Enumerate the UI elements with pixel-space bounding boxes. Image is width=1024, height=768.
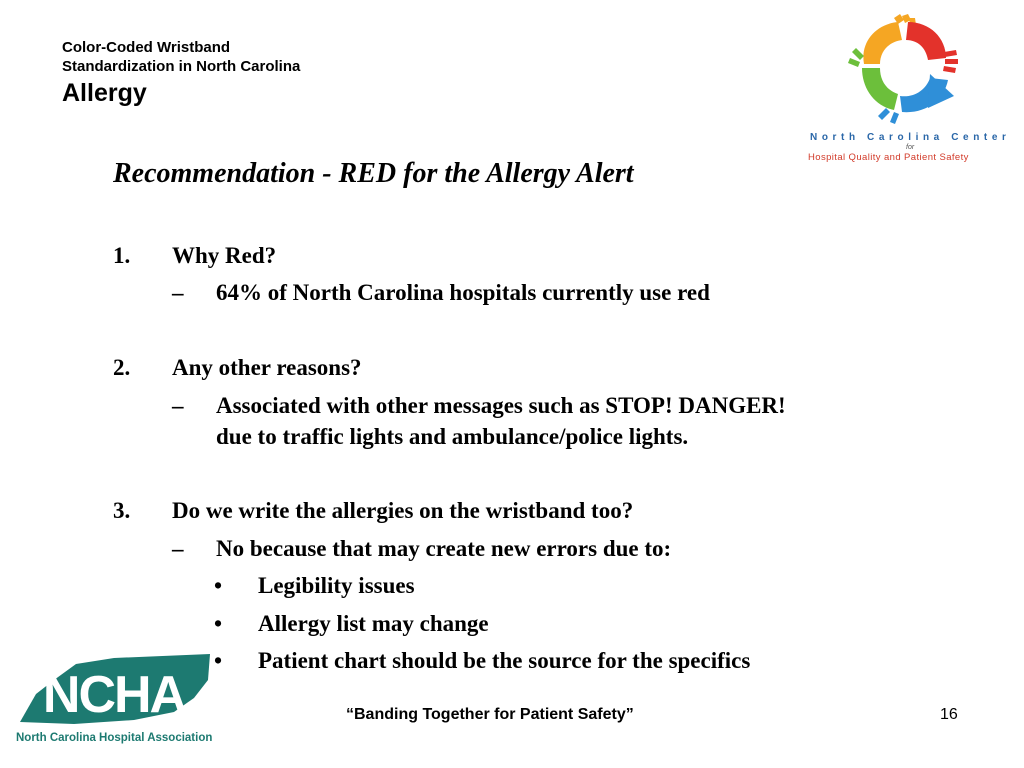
- bullet-3-marker: •: [214, 648, 223, 673]
- item-2-answer-line-1: Associated with other messages such as STOP! DANGER!: [216, 393, 786, 418]
- ncha-letters: NCHA: [42, 666, 186, 724]
- footer-slogan: “Banding Together for Patient Safety”: [346, 706, 634, 723]
- item-3-answer-line-1: No because that may create new errors due to:: [216, 536, 672, 561]
- slide-header: [62, 38, 300, 108]
- item-3-number: 3.: [113, 498, 131, 523]
- red-hand-icon: [906, 22, 946, 60]
- ncha-caption: North Carolina Hospital Association: [16, 732, 213, 744]
- item-3-dash: –: [172, 536, 184, 561]
- page-number: 16: [940, 706, 958, 723]
- header-topic: Allergy: [62, 79, 147, 107]
- item-2-dash: –: [172, 393, 184, 418]
- item-1-answer-line-1: 64% of North Carolina hospitals currently use red: [216, 280, 710, 305]
- green-hand-icon: [862, 68, 898, 110]
- header-line-2: Standardization in North Carolina: [62, 58, 301, 75]
- bullet-2-marker: •: [214, 611, 223, 636]
- item-2-number: 2.: [113, 355, 131, 380]
- ncha-state-shape-icon: [14, 650, 214, 730]
- logo-text-line-1: North Carolina Center: [810, 132, 1011, 143]
- item-1-dash: –: [172, 280, 184, 305]
- item-2-question: Any other reasons?: [172, 355, 362, 380]
- item-2-answer-line-2: due to traffic lights and ambulance/police lights.: [216, 424, 689, 449]
- bullet-2-text: Allergy list may change: [258, 611, 489, 636]
- slide-title: Recommendation - RED for the Allergy Alert: [113, 158, 634, 189]
- ncha-logo: [14, 650, 224, 754]
- item-3-question: Do we write the allergies on the wristband too?: [172, 498, 634, 523]
- bullet-1-marker: •: [214, 573, 223, 598]
- header-line-1: Color-Coded Wristband: [62, 39, 231, 56]
- item-1-number: 1.: [113, 243, 131, 268]
- logo-text-line-3: Hospital Quality and Patient Safety: [808, 152, 969, 163]
- item-1-question: Why Red?: [172, 243, 277, 268]
- hands-circle-icon: [846, 12, 966, 124]
- orange-hand-icon: [863, 22, 902, 64]
- bullet-1-text: Legibility issues: [258, 573, 415, 598]
- bullet-3-text: Patient chart should be the source for the specifics: [258, 648, 751, 673]
- logo-text-line-2: for: [906, 144, 915, 151]
- nc-center-logo: [806, 12, 1011, 172]
